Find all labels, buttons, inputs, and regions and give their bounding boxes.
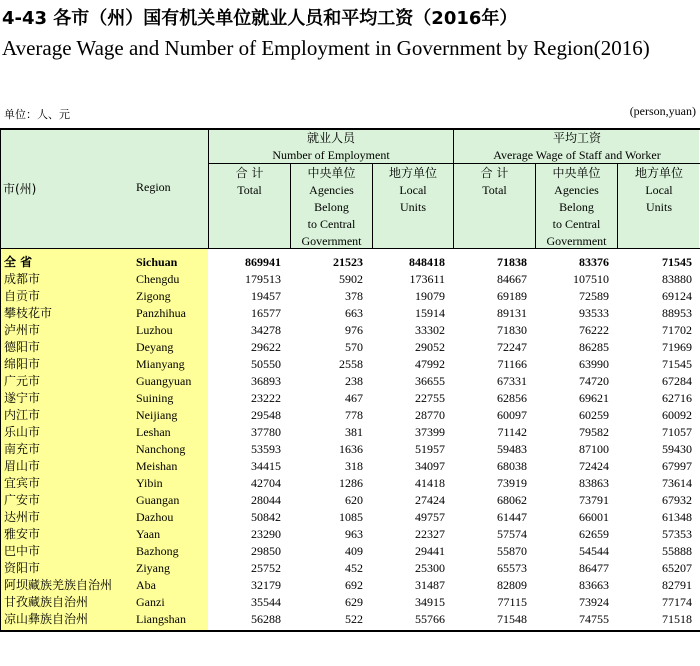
emp-local-header-en-2: Units — [399, 200, 426, 214]
employment-central-cell: 318 — [345, 459, 363, 473]
wage-central-cell: 83663 — [579, 578, 609, 592]
employment-local-cell: 37399 — [415, 425, 445, 439]
wage-central-cell: 107510 — [573, 272, 609, 286]
city-name-cn: 广安市 — [4, 493, 41, 507]
table-row — [1, 390, 699, 407]
wage-local-cell: 71057 — [662, 425, 692, 439]
wage-local-cell: 61348 — [662, 510, 692, 524]
table-row — [1, 560, 699, 577]
region-name-en: Nanchong — [136, 442, 186, 456]
employment-total-cell: 34415 — [251, 459, 281, 473]
wage-central-cell: 86285 — [579, 340, 609, 354]
emp-central-header-en-2: Belong — [314, 200, 349, 214]
wage-total-cell: 68062 — [497, 493, 527, 507]
region-name-en: Guangan — [136, 493, 180, 507]
employment-total-cell: 34278 — [251, 323, 281, 337]
wage-central-header-cn: 中央单位 — [552, 166, 601, 180]
wage-local-cell: 57353 — [662, 527, 692, 541]
employment-central-cell: 5902 — [339, 272, 363, 286]
city-name-cn: 遂宁市 — [4, 391, 41, 405]
city-name-cn: 宜宾市 — [4, 476, 41, 490]
employment-local-cell: 848418 — [409, 255, 445, 269]
region-name-en: Panzhihua — [136, 306, 186, 320]
wage-central-cell: 74755 — [579, 612, 609, 626]
emp-local-header-en-1: Local — [399, 183, 427, 197]
table-body — [1, 254, 699, 628]
employment-total-cell: 42704 — [251, 476, 281, 490]
wage-central-header-en-4: Government — [546, 234, 607, 248]
employment-central-cell: 1085 — [339, 510, 363, 524]
employment-total-cell: 50550 — [251, 357, 281, 371]
wage-total-cell: 89131 — [497, 306, 527, 320]
wage-total-cell: 71830 — [497, 323, 527, 337]
wage-total-cell: 71142 — [497, 425, 527, 439]
employment-local-cell: 15914 — [415, 306, 445, 320]
wage-local-cell: 73614 — [662, 476, 692, 490]
table-row — [1, 254, 699, 271]
employment-central-cell: 522 — [345, 612, 363, 626]
employment-local-cell: 55766 — [415, 612, 445, 626]
city-name-cn: 内江市 — [4, 408, 41, 422]
employment-local-cell: 22755 — [415, 391, 445, 405]
city-name-cn: 全 省 — [4, 255, 33, 269]
region-name-en: Ziyang — [136, 561, 170, 575]
wage-central-header-en-3: to Central — [552, 217, 601, 231]
wage-local-cell: 67997 — [662, 459, 692, 473]
employment-central-cell: 692 — [345, 578, 363, 592]
region-name-en: Luzhou — [136, 323, 173, 337]
region-name-en: Sichuan — [136, 255, 178, 269]
wage-total-cell: 72247 — [497, 340, 527, 354]
wage-total-cell: 84667 — [497, 272, 527, 286]
employment-central-cell: 2558 — [339, 357, 363, 371]
emp-central-header-en-4: Government — [301, 234, 362, 248]
wage-local-cell: 65207 — [662, 561, 692, 575]
employment-total-cell: 56288 — [251, 612, 281, 626]
employment-central-cell: 409 — [345, 544, 363, 558]
wage-central-cell: 72424 — [579, 459, 609, 473]
region-name-en: Liangshan — [136, 612, 186, 626]
group-header-rule — [208, 163, 700, 164]
wage-central-cell: 60259 — [579, 408, 609, 422]
table-row — [1, 543, 699, 560]
wage-total-cell: 71548 — [497, 612, 527, 626]
city-column-header: 市(州) — [3, 182, 37, 196]
wage-central-cell: 83376 — [579, 255, 609, 269]
emp-central-header-en-3: to Central — [307, 217, 356, 231]
table-row — [1, 373, 699, 390]
wage-local-cell: 67932 — [662, 493, 692, 507]
emp-local-header — [373, 165, 453, 216]
wage-local-cell: 69124 — [662, 289, 692, 303]
region-name-en: Yaan — [136, 527, 161, 541]
employment-total-cell: 29548 — [251, 408, 281, 422]
wage-central-cell: 73924 — [579, 595, 609, 609]
wage-total-cell: 59483 — [497, 442, 527, 456]
employment-central-cell: 1286 — [339, 476, 363, 490]
employment-central-cell: 778 — [345, 408, 363, 422]
wage-central-header-en-2: Belong — [559, 200, 594, 214]
region-name-en: Suining — [136, 391, 174, 405]
city-name-cn: 南充市 — [4, 442, 41, 456]
wage-total-cell: 71838 — [497, 255, 527, 269]
wage-central-cell: 79582 — [579, 425, 609, 439]
table-row — [1, 441, 699, 458]
table-row — [1, 356, 699, 373]
table-row — [1, 339, 699, 356]
wage-local-cell: 88953 — [662, 306, 692, 320]
wage-total-cell: 73919 — [497, 476, 527, 490]
table-row — [1, 288, 699, 305]
region-name-en: Dazhou — [136, 510, 174, 524]
employment-total-cell: 32179 — [251, 578, 281, 592]
employment-total-cell: 19457 — [251, 289, 281, 303]
wage-total-header-en: Total — [482, 183, 507, 197]
wage-total-cell: 71166 — [497, 357, 527, 371]
wage-group-header-en: Average Wage of Staff and Worker — [493, 148, 661, 162]
wage-local-cell: 83880 — [662, 272, 692, 286]
employment-local-cell: 51957 — [415, 442, 445, 456]
city-name-cn: 自贡市 — [4, 289, 41, 303]
wage-total-header — [454, 165, 535, 199]
employment-central-cell: 467 — [345, 391, 363, 405]
city-name-cn: 乐山市 — [4, 425, 41, 439]
region-name-en: Deyang — [136, 340, 174, 354]
city-name-cn: 德阳市 — [4, 340, 41, 354]
wage-central-cell: 87100 — [579, 442, 609, 456]
employment-local-cell: 173611 — [409, 272, 445, 286]
employment-total-cell: 16577 — [251, 306, 281, 320]
employment-local-cell: 29052 — [415, 340, 445, 354]
region-name-en: Chengdu — [136, 272, 180, 286]
wage-total-cell: 82809 — [497, 578, 527, 592]
wage-total-cell: 57574 — [497, 527, 527, 541]
employment-total-cell: 28044 — [251, 493, 281, 507]
emp-total-header-cn: 合 计 — [235, 166, 264, 180]
table-row — [1, 424, 699, 441]
wage-total-cell: 62856 — [497, 391, 527, 405]
table-row — [1, 407, 699, 424]
bottom-rule — [0, 630, 700, 632]
employment-total-cell: 23222 — [251, 391, 281, 405]
wage-central-cell: 83863 — [579, 476, 609, 490]
unit-label-cn: 单位：人、元 — [4, 108, 70, 121]
city-name-cn: 资阳市 — [4, 561, 41, 575]
emp-central-header-cn: 中央单位 — [307, 166, 356, 180]
region-name-en: Aba — [136, 578, 156, 592]
employment-central-cell: 378 — [345, 289, 363, 303]
wage-central-header-en-1: Agencies — [554, 183, 599, 197]
wage-central-cell: 73791 — [579, 493, 609, 507]
city-name-cn: 巴中市 — [4, 544, 41, 558]
table-row — [1, 509, 699, 526]
wage-total-cell: 61447 — [497, 510, 527, 524]
employment-total-cell: 36893 — [251, 374, 281, 388]
wage-local-cell: 67284 — [662, 374, 692, 388]
city-name-cn: 绵阳市 — [4, 357, 41, 371]
employment-local-cell: 34097 — [415, 459, 445, 473]
wage-total-cell: 77115 — [497, 595, 527, 609]
employment-total-cell: 29850 — [251, 544, 281, 558]
region-name-en: Meishan — [136, 459, 178, 473]
emp-total-header-en: Total — [237, 183, 262, 197]
employment-local-cell: 22327 — [415, 527, 445, 541]
unit-label-en: (person,yuan) — [629, 104, 696, 118]
table-row — [1, 492, 699, 509]
wage-local-cell: 71545 — [662, 255, 692, 269]
employment-local-cell: 25300 — [415, 561, 445, 575]
employment-group-header-en: Number of Employment — [272, 148, 390, 162]
emp-central-header-en-1: Agencies — [309, 183, 354, 197]
city-name-cn: 泸州市 — [4, 323, 41, 337]
region-name-en: Yibin — [136, 476, 163, 490]
employment-group-header-cn: 就业人员 — [306, 131, 355, 145]
region-name-en: Leshan — [136, 425, 171, 439]
wage-central-cell: 93533 — [579, 306, 609, 320]
city-name-cn: 攀枝花市 — [4, 306, 53, 320]
table-row — [1, 526, 699, 543]
employment-local-cell: 28770 — [415, 408, 445, 422]
city-name-cn: 凉山彝族自治州 — [4, 612, 89, 626]
table-row — [1, 458, 699, 475]
table-row — [1, 271, 699, 288]
wage-central-cell: 63990 — [579, 357, 609, 371]
employment-central-cell: 21523 — [333, 255, 363, 269]
city-name-cn: 广元市 — [4, 374, 41, 388]
wage-central-cell: 62659 — [579, 527, 609, 541]
wage-local-cell: 55888 — [662, 544, 692, 558]
employment-total-cell: 53593 — [251, 442, 281, 456]
wage-local-cell: 59430 — [662, 442, 692, 456]
wage-central-cell: 54544 — [579, 544, 609, 558]
employment-central-cell: 963 — [345, 527, 363, 541]
employment-total-cell: 50842 — [251, 510, 281, 524]
wage-central-cell: 86477 — [579, 561, 609, 575]
employment-central-cell: 620 — [345, 493, 363, 507]
emp-total-header — [209, 165, 290, 199]
employment-local-cell: 33302 — [415, 323, 445, 337]
employment-local-cell: 29441 — [415, 544, 445, 558]
employment-local-cell: 31487 — [415, 578, 445, 592]
region-column-header: Region — [136, 180, 171, 194]
wage-local-cell: 71702 — [662, 323, 692, 337]
table-title-en: Average Wage and Number of Employment in Government by Region(2016) — [2, 36, 650, 60]
wage-local-header — [618, 165, 700, 216]
wage-local-cell: 82791 — [662, 578, 692, 592]
city-name-cn: 达州市 — [4, 510, 41, 524]
region-name-en: Zigong — [136, 289, 171, 303]
employment-central-cell: 976 — [345, 323, 363, 337]
wage-central-header — [536, 165, 617, 250]
employment-total-cell: 25752 — [251, 561, 281, 575]
employment-total-cell: 23290 — [251, 527, 281, 541]
region-name-en: Mianyang — [136, 357, 185, 371]
wage-total-cell: 69189 — [497, 289, 527, 303]
wage-central-cell: 66001 — [579, 510, 609, 524]
table-title-cn: 4-43 各市（州）国有机关单位就业人员和平均工资（2016年） — [2, 8, 518, 29]
wage-total-cell: 68038 — [497, 459, 527, 473]
wage-central-cell: 76222 — [579, 323, 609, 337]
wage-central-cell: 74720 — [579, 374, 609, 388]
wage-group-header-cn: 平均工资 — [552, 131, 601, 145]
region-name-en: Bazhong — [136, 544, 179, 558]
employment-local-cell: 34915 — [415, 595, 445, 609]
region-name-en: Ganzi — [136, 595, 165, 609]
employment-central-cell: 452 — [345, 561, 363, 575]
employment-local-cell: 49757 — [415, 510, 445, 524]
wage-central-cell: 72589 — [579, 289, 609, 303]
wage-local-cell: 62716 — [662, 391, 692, 405]
city-name-cn: 甘孜藏族自治州 — [4, 595, 89, 609]
region-name-en: Neijiang — [136, 408, 178, 422]
city-name-cn: 眉山市 — [4, 459, 41, 473]
employment-central-cell: 381 — [345, 425, 363, 439]
employment-total-cell: 35544 — [251, 595, 281, 609]
city-name-cn: 阿坝藏族羌族自治州 — [4, 578, 113, 592]
wage-local-header-en-2: Units — [645, 200, 672, 214]
emp-central-header — [291, 165, 372, 250]
employment-local-cell: 19079 — [415, 289, 445, 303]
wage-total-cell: 60097 — [497, 408, 527, 422]
emp-local-header-cn: 地方单位 — [388, 166, 437, 180]
employment-local-cell: 41418 — [415, 476, 445, 490]
wage-total-header-cn: 合 计 — [480, 166, 509, 180]
city-name-cn: 成都市 — [4, 272, 41, 286]
employment-central-cell: 629 — [345, 595, 363, 609]
wage-total-cell: 55870 — [497, 544, 527, 558]
wage-total-cell: 65573 — [497, 561, 527, 575]
employment-central-cell: 570 — [345, 340, 363, 354]
wage-local-header-cn: 地方单位 — [634, 166, 683, 180]
table-row — [1, 322, 699, 339]
region-name-en: Guangyuan — [136, 374, 192, 388]
wage-total-cell: 67331 — [497, 374, 527, 388]
wage-local-cell: 71545 — [662, 357, 692, 371]
employment-local-cell: 27424 — [415, 493, 445, 507]
employment-total-cell: 179513 — [245, 272, 281, 286]
table-row — [1, 475, 699, 492]
employment-local-cell: 47992 — [415, 357, 445, 371]
wage-local-cell: 71518 — [662, 612, 692, 626]
table-row — [1, 305, 699, 322]
employment-total-cell: 37780 — [251, 425, 281, 439]
employment-central-cell: 238 — [345, 374, 363, 388]
wage-local-header-en-1: Local — [645, 183, 673, 197]
employment-central-cell: 663 — [345, 306, 363, 320]
employment-central-cell: 1636 — [339, 442, 363, 456]
wage-local-cell: 60092 — [662, 408, 692, 422]
wage-local-cell: 71969 — [662, 340, 692, 354]
wage-local-cell: 77174 — [662, 595, 692, 609]
employment-total-cell: 29622 — [251, 340, 281, 354]
city-name-cn: 雅安市 — [4, 527, 41, 541]
table-row — [1, 611, 699, 628]
employment-total-cell: 869941 — [245, 255, 281, 269]
table-row — [1, 577, 699, 594]
employment-local-cell: 36655 — [415, 374, 445, 388]
wage-central-cell: 69621 — [579, 391, 609, 405]
table-row — [1, 594, 699, 611]
